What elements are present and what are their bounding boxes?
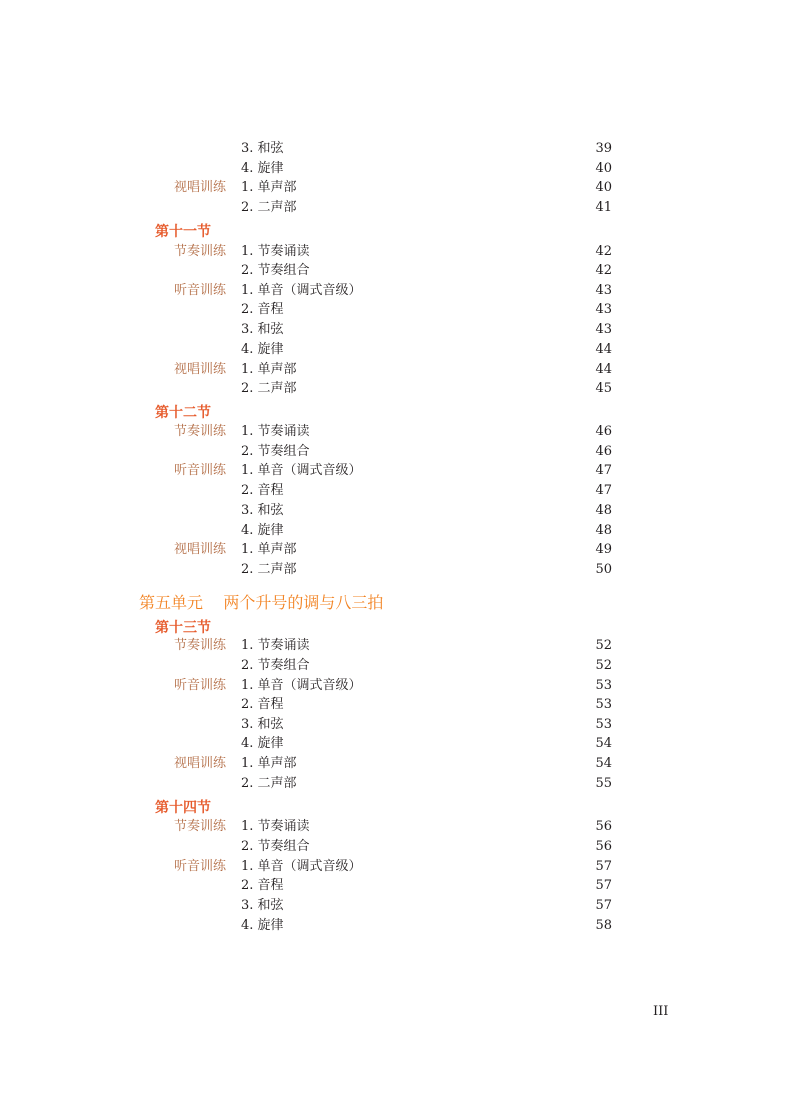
toc-category: 视唱训练	[173, 542, 226, 557]
toc-entry	[0, 501, 800, 521]
toc-entry	[0, 281, 800, 301]
toc-category: 视唱训练	[173, 362, 226, 377]
toc-page-number: 53	[595, 678, 612, 693]
toc-entry	[0, 300, 800, 320]
toc-page-number: 46	[595, 424, 612, 439]
toc-entry-title: 1. 节奏诵读	[241, 424, 310, 439]
toc-page-number: 42	[595, 244, 612, 259]
page-number: III	[653, 1004, 669, 1019]
section-heading: 第十一节	[155, 224, 211, 240]
toc-entry	[0, 379, 800, 399]
toc-category: 节奏训练	[173, 244, 226, 259]
toc-page-number: 44	[595, 362, 612, 377]
toc-entry	[0, 442, 800, 462]
toc-entry	[0, 521, 800, 541]
toc-entry	[0, 916, 800, 936]
toc-entry-title: 1. 单声部	[241, 756, 297, 771]
toc-category: 听音训练	[173, 859, 226, 874]
toc-entry-title: 1. 节奏诵读	[241, 819, 310, 834]
section-heading: 第十四节	[155, 800, 211, 816]
toc-entry-title: 2. 节奏组合	[241, 658, 310, 673]
toc-entry	[0, 896, 800, 916]
toc-entry	[0, 422, 800, 442]
toc-entry-title: 1. 单声部	[241, 362, 297, 377]
toc-page-number: 42	[595, 263, 612, 278]
toc-entry-title: 3. 和弦	[241, 503, 284, 518]
toc-entry	[0, 360, 800, 380]
toc-entry	[0, 876, 800, 896]
toc-category: 听音训练	[173, 283, 226, 298]
toc-category: 听音训练	[173, 463, 226, 478]
toc-entry-title: 2. 音程	[241, 878, 284, 893]
toc-entry-title: 4. 旋律	[241, 342, 284, 357]
toc-page-number: 40	[595, 161, 612, 176]
toc-entry-title: 2. 二声部	[241, 562, 297, 577]
toc-entry	[0, 837, 800, 857]
toc-entry-title: 2. 音程	[241, 697, 284, 712]
toc-entry	[0, 695, 800, 715]
toc-entry-title: 1. 单音（调式音级）	[241, 283, 362, 298]
toc-category: 节奏训练	[173, 424, 226, 439]
toc-page-number: 58	[595, 918, 612, 933]
toc-page-number: 52	[595, 658, 612, 673]
toc-category: 节奏训练	[173, 638, 226, 653]
toc-entry-title: 1. 节奏诵读	[241, 638, 310, 653]
toc-page-number: 50	[595, 562, 612, 577]
toc-entry	[0, 715, 800, 735]
toc-page-number: 41	[595, 200, 612, 215]
toc-page-number: 52	[595, 638, 612, 653]
toc-category: 视唱训练	[173, 180, 226, 195]
toc-entry-title: 3. 和弦	[241, 717, 284, 732]
toc-category: 视唱训练	[173, 756, 226, 771]
section-heading: 第十二节	[155, 405, 211, 421]
toc-entry-title: 3. 和弦	[241, 141, 284, 156]
toc-entry	[0, 857, 800, 877]
toc-entry	[0, 139, 800, 159]
toc-entry-title: 2. 二声部	[241, 776, 297, 791]
toc-entry-title: 1. 单声部	[241, 542, 297, 557]
toc-page-number: 43	[595, 322, 612, 337]
toc-page-number: 54	[595, 736, 612, 751]
toc-entry-title: 2. 节奏组合	[241, 444, 310, 459]
toc-page-number: 53	[595, 717, 612, 732]
toc-entry	[0, 198, 800, 218]
toc-entry	[0, 178, 800, 198]
toc-page-number: 56	[595, 819, 612, 834]
toc-entry	[0, 320, 800, 340]
toc-entry	[0, 774, 800, 794]
toc-entry-title: 1. 单音（调式音级）	[241, 859, 362, 874]
toc-entry	[0, 159, 800, 179]
toc-page-number: 43	[595, 283, 612, 298]
toc-entry	[0, 560, 800, 580]
toc-entry	[0, 242, 800, 262]
toc-page-number: 54	[595, 756, 612, 771]
toc-page-number: 44	[595, 342, 612, 357]
toc-page-number: 57	[595, 878, 612, 893]
toc-entry	[0, 817, 800, 837]
toc-entry	[0, 754, 800, 774]
toc-page-number: 39	[595, 141, 612, 156]
toc-entry	[0, 481, 800, 501]
toc-page-number: 45	[595, 381, 612, 396]
toc-page-number: 47	[595, 463, 612, 478]
toc-entry-title: 4. 旋律	[241, 918, 284, 933]
section-heading: 第十三节	[155, 620, 211, 636]
toc-entry-title: 2. 音程	[241, 483, 284, 498]
toc-entry-title: 1. 单音（调式音级）	[241, 463, 362, 478]
toc-entry-title: 4. 旋律	[241, 736, 284, 751]
toc-page-number: 57	[595, 859, 612, 874]
toc-category: 听音训练	[173, 678, 226, 693]
toc-entry	[0, 656, 800, 676]
toc-page-number: 49	[595, 542, 612, 557]
toc-page-number: 47	[595, 483, 612, 498]
toc-page-number: 48	[595, 523, 612, 538]
toc-entry-title: 3. 和弦	[241, 898, 284, 913]
toc-entry	[0, 461, 800, 481]
toc-entry-title: 1. 节奏诵读	[241, 244, 310, 259]
toc-entry-title: 1. 单声部	[241, 180, 297, 195]
toc-entry	[0, 540, 800, 560]
toc-entry-title: 1. 单音（调式音级）	[241, 678, 362, 693]
toc-page-number: 55	[595, 776, 612, 791]
toc-entry-title: 4. 旋律	[241, 523, 284, 538]
toc-entry	[0, 340, 800, 360]
unit-heading: 第五单元 两个升号的调与八三拍	[139, 593, 384, 612]
toc-entry	[0, 676, 800, 696]
toc-entry-title: 2. 二声部	[241, 200, 297, 215]
toc-category: 节奏训练	[173, 819, 226, 834]
toc-entry-title: 4. 旋律	[241, 161, 284, 176]
toc-entry	[0, 261, 800, 281]
toc-entry-title: 2. 音程	[241, 302, 284, 317]
toc-page-number: 43	[595, 302, 612, 317]
toc-entry-title: 2. 节奏组合	[241, 263, 310, 278]
toc-page-number: 40	[595, 180, 612, 195]
toc-page-number: 56	[595, 839, 612, 854]
toc-entry-title: 3. 和弦	[241, 322, 284, 337]
toc-entry-title: 2. 二声部	[241, 381, 297, 396]
toc-entry-title: 2. 节奏组合	[241, 839, 310, 854]
toc-page-number: 48	[595, 503, 612, 518]
toc-entry	[0, 734, 800, 754]
toc-page-number: 57	[595, 898, 612, 913]
toc-page-number: 46	[595, 444, 612, 459]
toc-entry	[0, 636, 800, 656]
toc-page-number: 53	[595, 697, 612, 712]
